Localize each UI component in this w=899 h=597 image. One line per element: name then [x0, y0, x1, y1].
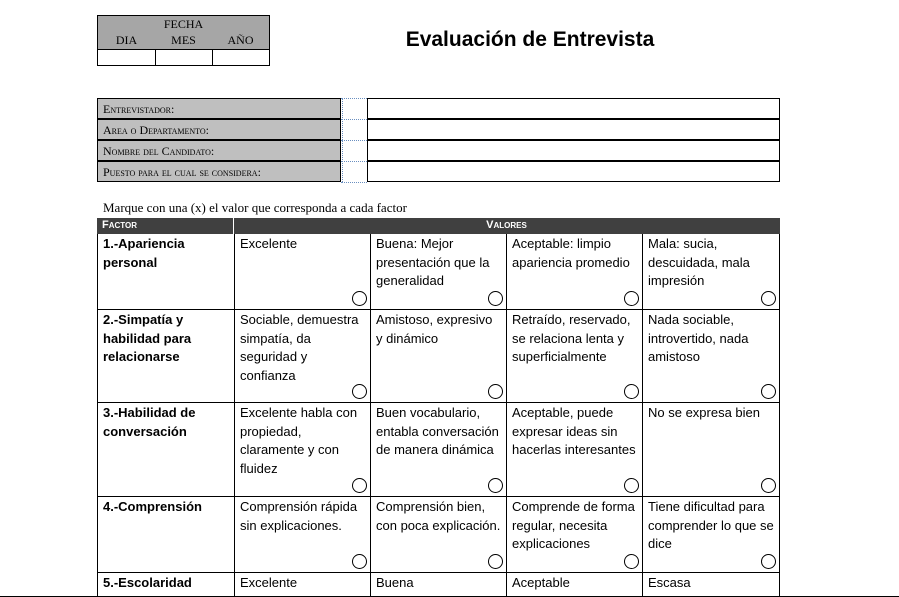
- fecha-table: [97, 15, 270, 66]
- candidato-field[interactable]: [367, 140, 780, 161]
- value-cell: Aceptable: limpio apariencia promedio: [507, 234, 643, 309]
- dotted-guide: [341, 161, 367, 162]
- dia-header: DIA: [98, 32, 156, 50]
- radio-option[interactable]: [352, 384, 367, 399]
- dia-field[interactable]: [98, 49, 156, 65]
- value-cell: Comprensión bien, con poca explicación.: [371, 497, 507, 572]
- value-cell: Excelente habla con propiedad, claramente y con fluidez: [235, 403, 371, 496]
- fecha-header: FECHA: [98, 16, 269, 33]
- value-cell: Retraído, reservado, se relaciona lenta y superficialmente: [507, 310, 643, 402]
- value-cell: Comprende de forma regular, necesita explicaciones: [507, 497, 643, 572]
- value-cell: Excelente: [235, 234, 371, 309]
- value-cell: Aceptable: [507, 573, 643, 597]
- dotted-guide: [341, 98, 367, 99]
- radio-option[interactable]: [624, 291, 639, 306]
- radio-option[interactable]: [488, 478, 503, 493]
- value-cell: No se expresa bien: [643, 403, 779, 496]
- candidato-label: Nombre del Candidato:: [97, 140, 341, 161]
- value-cell: Nada sociable, introvertido, nada amistoso: [643, 310, 779, 402]
- radio-option[interactable]: [624, 478, 639, 493]
- factor-cell: 2.-Simpatía y habilidad para relacionarse: [98, 310, 235, 402]
- radio-option[interactable]: [624, 384, 639, 399]
- value-cell: Aceptable, puede expresar ideas sin hacerlas interesantes: [507, 403, 643, 496]
- factor-cell: 4.-Comprensión: [98, 497, 235, 572]
- radio-option[interactable]: [488, 291, 503, 306]
- mes-field[interactable]: [155, 49, 213, 65]
- radio-option[interactable]: [761, 291, 776, 306]
- entrevistador-label: Entrevistador:: [97, 98, 341, 119]
- mes-header: MES: [155, 32, 213, 50]
- table-row: [97, 573, 780, 597]
- dotted-guide: [341, 119, 367, 120]
- radio-option[interactable]: [761, 384, 776, 399]
- radio-option[interactable]: [352, 478, 367, 493]
- dotted-guide: [341, 140, 367, 141]
- table-row: [97, 497, 780, 573]
- radio-option[interactable]: [352, 291, 367, 306]
- puesto-field[interactable]: [367, 161, 780, 182]
- radio-option[interactable]: [488, 384, 503, 399]
- value-cell: Comprensión rápida sin explicaciones.: [235, 497, 371, 572]
- radio-option[interactable]: [352, 554, 367, 569]
- value-cell: Escasa: [648, 575, 691, 590]
- entrevistador-field[interactable]: [367, 98, 780, 119]
- radio-option[interactable]: [624, 554, 639, 569]
- radio-option[interactable]: [488, 554, 503, 569]
- value-cell: Amistoso, expresivo y dinámico: [371, 310, 507, 402]
- table-row: [97, 234, 780, 310]
- value-cell: Excelente: [235, 573, 371, 597]
- table-header: [97, 218, 780, 234]
- radio-option[interactable]: [761, 478, 776, 493]
- value-cell: Mala: sucia, descuidada, mala impresión: [643, 234, 779, 309]
- value-cell: Buena: Mejor presentación que la generalidad: [371, 234, 507, 309]
- factor-cell: 3.-Habilidad de conversación: [98, 403, 235, 496]
- anio-field[interactable]: [212, 49, 269, 65]
- value-cell: Buen vocabulario, entabla conversación de manera dinámica: [371, 403, 507, 496]
- anio-header: AÑO: [212, 32, 269, 50]
- table-row: [97, 310, 780, 403]
- instruction-text: Marque con una (x) el valor que corresponda a cada factor: [103, 200, 407, 215]
- valores-header: Valores: [486, 219, 527, 231]
- area-label: Area o Departamento:: [97, 119, 341, 140]
- radio-option[interactable]: [761, 554, 776, 569]
- dotted-guide: [341, 182, 367, 183]
- value-cell: Buena: [371, 573, 507, 597]
- value-cell: Tiene dificultad para comprender lo que se dice: [643, 497, 779, 572]
- factor-cell: 1.-Apariencia personal: [98, 234, 235, 309]
- table-row: [97, 403, 780, 497]
- page-title: Evaluación de Entrevista: [405, 28, 655, 51]
- puesto-label: Puesto para el cual se considera:: [97, 161, 341, 182]
- factor-header: Factor: [102, 219, 138, 231]
- value-cell: Sociable, demuestra simpatía, da seguridad y confianza: [235, 310, 371, 402]
- factor-cell: 5.-Escolaridad: [98, 573, 235, 597]
- area-field[interactable]: [367, 119, 780, 140]
